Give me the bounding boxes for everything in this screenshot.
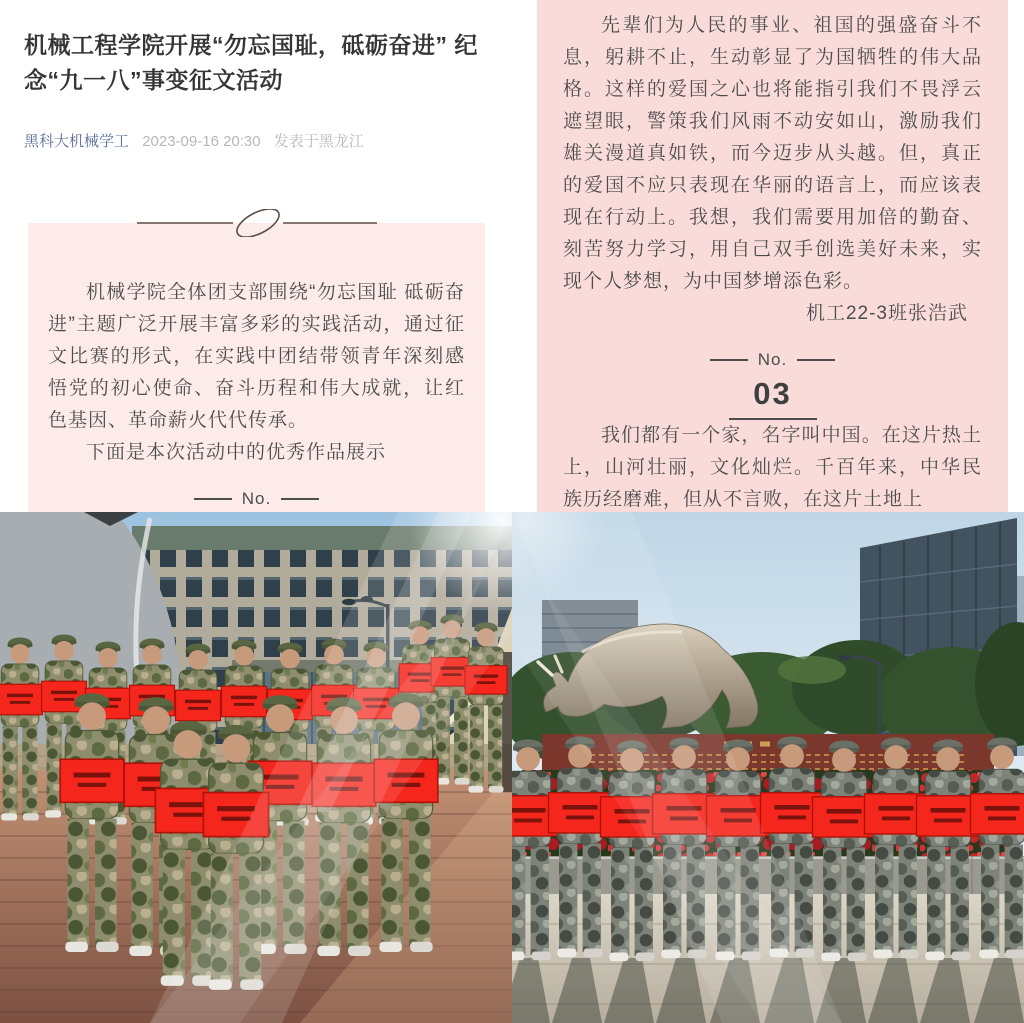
author-link[interactable]: 黑科大机械学工 xyxy=(24,133,130,150)
essay-signature: 机工22-3班张浩武 xyxy=(805,303,968,324)
ellipse-divider-ornament xyxy=(137,209,377,237)
divider-dash xyxy=(194,498,232,500)
essay-number: 03 xyxy=(753,376,792,411)
photo-students-bull-statue[interactable] xyxy=(512,512,1024,1023)
number-divider-label: No. xyxy=(757,350,788,369)
divider-dash xyxy=(797,359,835,361)
publish-location: 发表于黑龙江 xyxy=(273,133,364,150)
number-divider xyxy=(48,483,465,512)
photo-statue-scene xyxy=(512,512,1024,1023)
publish-date: 2023-09-16 20:30 xyxy=(142,133,261,150)
intro-card xyxy=(28,223,485,512)
divider-dash xyxy=(710,359,748,361)
photo-steps-scene xyxy=(0,512,512,1023)
essay-panel xyxy=(512,0,1024,512)
page-title: 机械工程学院开展“勿忘国耻，砥砺奋进” 纪念“九一八”事变征文活动 xyxy=(24,32,478,93)
essay-paragraph: 先辈们为人民的事业、祖国的强盛奋斗不息，躬耕不止，生动彰显了为国牺牲的伟大品格。这样的爱国之心也将能指引我们不畏浮云遮望眼，警策我们风雨不动安如山，激励我们雄关漫道真如铁，而今迈步从头越。但，真正的爱国不应只表现在华丽的语言上，而应该表现在行动上。我想，我们需要用加倍的勤奋、刻苦努力学习，用自己双手创选美好未来，实现个人梦想，为中国梦增添色彩。 xyxy=(563,15,982,292)
photo-students-steps[interactable] xyxy=(0,512,512,1023)
divider-dash xyxy=(281,498,319,500)
intro-paragraph: 机械学院全体团支部围绕“勿忘国耻 砥砺奋进”主题广泛开展丰富多彩的实践活动，通过征文比赛的形式，在实践中团结带领青年深刻感悟党的初心使命、奋斗历程和伟大成就，让红色基因、革命薪火代代传承。 xyxy=(48,282,465,431)
number-divider-label: No. xyxy=(241,489,272,508)
essay-card xyxy=(537,0,1008,512)
intro-paragraph-2: 下面是本次活动中的优秀作品展示 xyxy=(86,442,387,463)
byline xyxy=(24,130,488,151)
number-divider xyxy=(563,344,982,376)
article-header-panel xyxy=(0,0,512,512)
essay-paragraph-2: 我们都有一个家，名字叫中国。在这片热土上，山河壮丽，文化灿烂。千百年来，中华民族历经磨难，但从不言败，在这片土地上 xyxy=(563,425,982,510)
